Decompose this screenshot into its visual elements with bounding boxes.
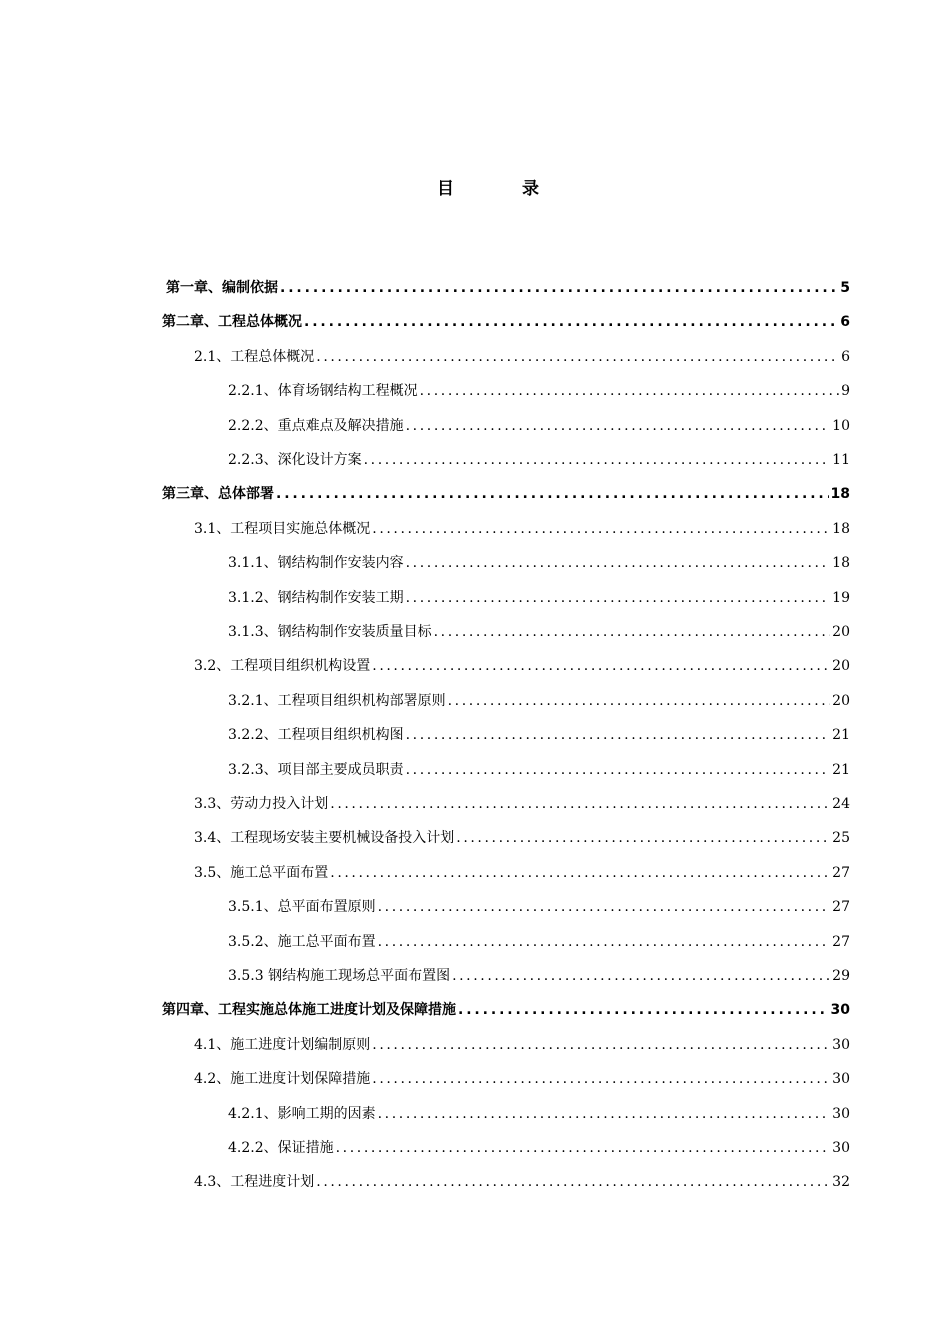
- toc-entry[interactable]: [228, 895, 850, 919]
- toc-entry-page: 21: [832, 762, 850, 778]
- toc-dot-leader: [316, 1170, 830, 1194]
- toc-entry-label: 第三章、总体部署: [162, 486, 274, 502]
- toc-entry[interactable]: [194, 1033, 850, 1057]
- toc-entry[interactable]: [228, 1136, 850, 1160]
- toc-entry-page: 30: [832, 1071, 850, 1087]
- toc-entry-page: 6: [841, 349, 850, 365]
- toc-entry-page: 27: [832, 899, 850, 915]
- toc-entry-label: 4.3、工程进度计划: [194, 1174, 315, 1190]
- toc-entry[interactable]: [162, 998, 850, 1022]
- toc-entry-page: 32: [832, 1174, 850, 1190]
- toc-entry[interactable]: [162, 482, 850, 506]
- toc-entry-page: 5: [840, 280, 850, 296]
- toc-dot-leader: [456, 826, 830, 850]
- toc-entry-label: 3.5.3 钢结构施工现场总平面布置图: [228, 968, 451, 984]
- toc-dot-leader: [420, 379, 839, 403]
- toc-entry-page: 20: [832, 658, 850, 674]
- toc-entry[interactable]: [228, 586, 850, 610]
- toc-entry-label: 第一章、编制依据: [166, 280, 278, 296]
- toc-dot-leader: [372, 1067, 830, 1091]
- toc-entry[interactable]: [194, 861, 850, 885]
- toc-entry[interactable]: [194, 792, 850, 816]
- toc-dot-leader: [330, 792, 830, 816]
- toc-dot-leader: [406, 758, 831, 782]
- toc-entry-label: 第四章、工程实施总体施工进度计划及保障措施: [162, 1002, 456, 1018]
- toc-entry-page: 20: [832, 693, 850, 709]
- toc-entry-label: 2.2.1、体育场钢结构工程概况: [228, 383, 418, 399]
- toc-entry-page: 10: [832, 418, 850, 434]
- toc-entry-label: 3.2.2、工程项目组织机构图: [228, 727, 404, 743]
- toc-dot-leader: [378, 930, 831, 954]
- toc-entry[interactable]: [228, 551, 850, 575]
- toc-entry-page: 18: [832, 521, 850, 537]
- toc-dot-leader: [406, 551, 831, 575]
- toc-entry[interactable]: [228, 723, 850, 747]
- toc-entry[interactable]: [194, 345, 850, 369]
- toc-entry[interactable]: [228, 379, 850, 403]
- toc-dot-leader: [330, 861, 830, 885]
- toc-entry-page: 24: [832, 796, 850, 812]
- toc-entry-label: 4.2.2、保证措施: [228, 1140, 334, 1156]
- toc-entry-label: 3.1.2、钢结构制作安装工期: [228, 590, 404, 606]
- toc-entry-page: 20: [832, 624, 850, 640]
- toc-entry-page: 27: [832, 865, 850, 881]
- toc-entry[interactable]: [228, 689, 850, 713]
- toc-dot-leader: [378, 1102, 831, 1126]
- toc-dot-leader: [372, 517, 830, 541]
- toc-dot-leader: [406, 723, 831, 747]
- toc-entry[interactable]: [228, 930, 850, 954]
- toc-entry-label: 4.2.1、影响工期的因素: [228, 1106, 376, 1122]
- toc-entry-label: 3.1.1、钢结构制作安装内容: [228, 555, 404, 571]
- toc-entry-page: 30: [832, 1106, 850, 1122]
- toc-entry-page: 30: [830, 1002, 850, 1018]
- toc-entry[interactable]: [194, 654, 850, 678]
- toc-entry[interactable]: [194, 1170, 850, 1194]
- toc-entry-page: 19: [832, 590, 850, 606]
- toc-entry-page: 25: [832, 830, 850, 846]
- toc-dot-leader: [280, 276, 838, 300]
- toc-dot-leader: [434, 620, 831, 644]
- toc-entry-page: 30: [832, 1037, 850, 1053]
- toc-dot-leader: [448, 689, 831, 713]
- toc-entry[interactable]: [194, 826, 850, 850]
- toc-entry-label: 4.2、施工进度计划保障措施: [194, 1071, 371, 1087]
- toc-entry-label: 3.4、工程现场安装主要机械设备投入计划: [194, 830, 455, 846]
- toc-entry-page: 18: [832, 555, 850, 571]
- toc-dot-leader: [364, 448, 831, 472]
- toc-entry[interactable]: [194, 1067, 850, 1091]
- toc-entry-label: 4.1、施工进度计划编制原则: [194, 1037, 371, 1053]
- toc-entry-label: 3.1、工程项目实施总体概况: [194, 521, 371, 537]
- toc-dot-leader: [372, 654, 830, 678]
- toc-entry-label: 2.2.2、重点难点及解决措施: [228, 418, 404, 434]
- toc-entry-label: 3.5.1、总平面布置原则: [228, 899, 376, 915]
- toc-entry-label: 2.1、工程总体概况: [194, 349, 315, 365]
- toc-dot-leader: [336, 1136, 831, 1160]
- toc-entry-page: 6: [840, 314, 850, 330]
- toc-dot-leader: [276, 482, 829, 506]
- toc-entry[interactable]: [228, 758, 850, 782]
- toc-entry[interactable]: [166, 276, 850, 300]
- toc-dot-leader: [372, 1033, 830, 1057]
- toc-entry-page: 18: [830, 486, 850, 502]
- toc-dot-leader: [378, 895, 831, 919]
- toc-entry[interactable]: [194, 517, 850, 541]
- toc-dot-leader: [304, 310, 838, 334]
- title-char-2: 录: [522, 179, 539, 199]
- toc-entry-page: 11: [832, 452, 850, 468]
- toc-entry-label: 3.5.2、施工总平面布置: [228, 934, 376, 950]
- toc-entry[interactable]: [228, 448, 850, 472]
- toc-entry-label: 第二章、工程总体概况: [162, 314, 302, 330]
- toc-entry[interactable]: [228, 964, 850, 988]
- toc-dot-leader: [458, 998, 829, 1022]
- toc-entry-label: 3.1.3、钢结构制作安装质量目标: [228, 624, 432, 640]
- toc-entry-label: 3.2.3、项目部主要成员职责: [228, 762, 404, 778]
- toc-dot-leader: [406, 414, 831, 438]
- toc-entry[interactable]: [228, 1102, 850, 1126]
- toc-dot-leader: [316, 345, 839, 369]
- toc-entry-page: 9: [841, 383, 850, 399]
- title-char-1: 目: [437, 179, 454, 199]
- toc-entry[interactable]: [228, 620, 850, 644]
- toc-entry-label: 3.2.1、工程项目组织机构部署原则: [228, 693, 446, 709]
- toc-entry-label: 2.2.3、深化设计方案: [228, 452, 362, 468]
- toc-entry[interactable]: [228, 414, 850, 438]
- toc-dot-leader: [406, 586, 831, 610]
- toc-entry-label: 3.5、施工总平面布置: [194, 865, 329, 881]
- toc-entry-label: 3.2、工程项目组织机构设置: [194, 658, 371, 674]
- toc-entry-page: 30: [832, 1140, 850, 1156]
- toc-entry[interactable]: [162, 310, 850, 334]
- toc-entry-label: 3.3、劳动力投入计划: [194, 796, 329, 812]
- toc-entry-page: 21: [832, 727, 850, 743]
- toc-entry-page: 27: [832, 934, 850, 950]
- toc-entry-page: 29: [832, 968, 850, 984]
- toc-dot-leader: [452, 964, 830, 988]
